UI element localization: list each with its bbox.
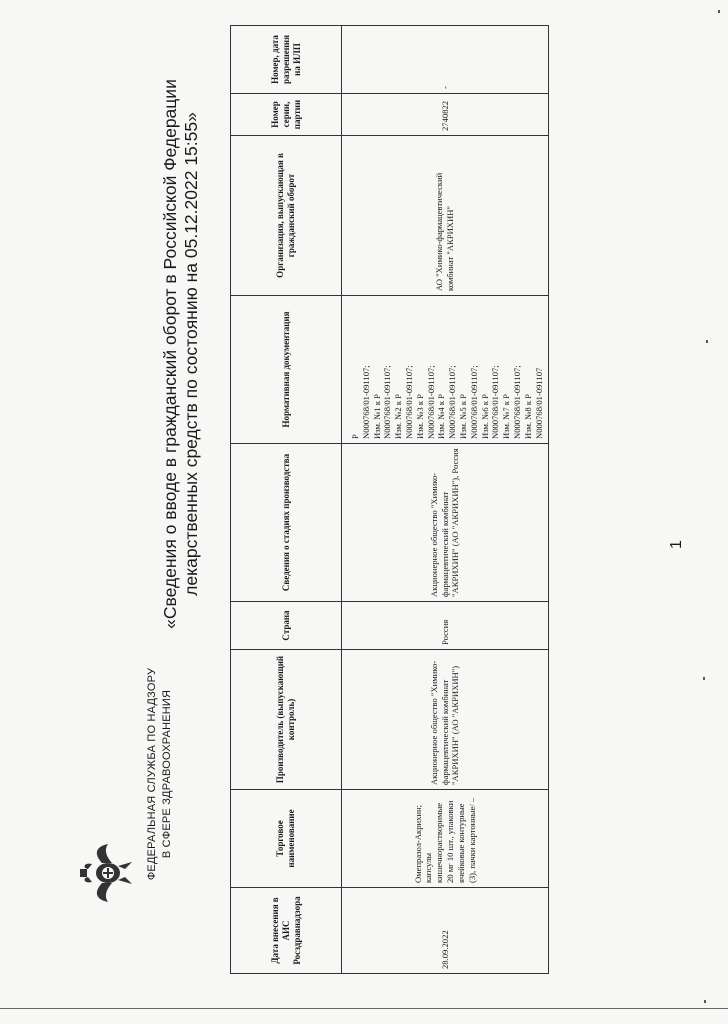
scan-speck [718, 10, 720, 13]
normative-doc-line: N000768/01-091107; [468, 365, 479, 439]
column-header-permit: Номер, дата разрешения на ИЛП [231, 26, 342, 94]
column-header-date: Дата внесения в АИС Росздравнадзора [231, 888, 342, 974]
normative-doc-line: Изм. №1 к Р [371, 394, 382, 439]
scan-speck [703, 677, 705, 680]
normative-doc-line: N000768/01-091107; [382, 365, 393, 439]
column-header-trade-name: Торговое наименование [231, 790, 342, 888]
column-header-batch: Номер серии, партии [231, 94, 342, 136]
normative-doc-line: N000768/01-091107; [403, 365, 414, 439]
normative-doc-line: Изм. №3 к Р [414, 394, 425, 439]
cell-production-stages: Акционерное общество "Химико-фармацевтический комбинат "АКРИХИН" (АО "АКРИХИН"), Россия [342, 444, 549, 602]
cell-country: Россия [342, 602, 549, 650]
column-header-manufacturer: Производитель (выпускающий контроль) [231, 650, 342, 790]
normative-doc-line: Изм. №4 к Р [436, 394, 447, 439]
normative-doc-line: N000768/01-091107; [360, 365, 371, 439]
normative-doc-line: N000768/01-091107; [490, 365, 501, 439]
agency-line: В СФЕРЕ ЗДРАВООХРАНЕНИЯ [161, 689, 173, 859]
normative-doc-line: Изм. №8 к Р [522, 394, 533, 439]
normative-doc-line: N000768/01-091107; [425, 365, 436, 439]
document-title-line: лекарственных средств по состоянию на 05.12.2022 15:55» [181, 112, 201, 596]
scan-speck [704, 1000, 706, 1003]
document-title [160, 24, 202, 684]
double-headed-eagle-emblem-icon [78, 842, 136, 904]
page-number: 1 [668, 540, 685, 549]
cell-permit: - [342, 26, 549, 94]
normative-doc-line: Изм. №2 к Р [393, 394, 404, 439]
scan-speck [706, 340, 708, 343]
column-header-production-stages: Сведения о стадиях производства [231, 444, 342, 602]
cell-batch: 2740822 [342, 94, 549, 136]
normative-doc-line: N000768/01-091107; [447, 365, 458, 439]
agency-line: ФЕДЕРАЛЬНАЯ СЛУЖБА ПО НАДЗОРУ [146, 667, 158, 881]
normative-doc-line: N000768/01-091107 [533, 367, 544, 439]
cell-trade-name: Омепразол-Акрихин; капсулы кишечнорастворимые 20 мг 10 шт., упаковки ячейковые контурные (3), пачки картонные/ – [342, 790, 549, 888]
column-header-country: Страна [231, 602, 342, 650]
cell-normative-docs [342, 296, 549, 444]
column-header-normative-docs: Нормативная документация [231, 296, 342, 444]
normative-doc-line: Р [350, 434, 360, 439]
normative-doc-line: Изм. №7 к Р [501, 394, 512, 439]
table-row [342, 26, 549, 974]
cell-manufacturer: Акционерное общество "Химико-фармацевтический комбинат "АКРИХИН" (АО "АКРИХИН") [342, 650, 549, 790]
column-header-release-org: Организация, выпускающая в гражданский оборот [231, 136, 342, 296]
normative-doc-line: N000768/01-091107; [511, 365, 522, 439]
medicines-register-table [230, 25, 549, 974]
normative-doc-line: Изм. №6 к Р [479, 394, 490, 439]
cell-release-org: АО "Химико-фармацевтический комбинат "АКРИХИН" [342, 136, 549, 296]
table-header-row [231, 26, 342, 974]
scan-edge-line [0, 1008, 728, 1009]
cell-date: 28.09.2022 [342, 888, 549, 974]
normative-doc-line: Изм. №5 к Р [457, 394, 468, 439]
document-title-line: «Сведения о вводе в гражданский оборот в Российской Федерации [160, 79, 180, 629]
